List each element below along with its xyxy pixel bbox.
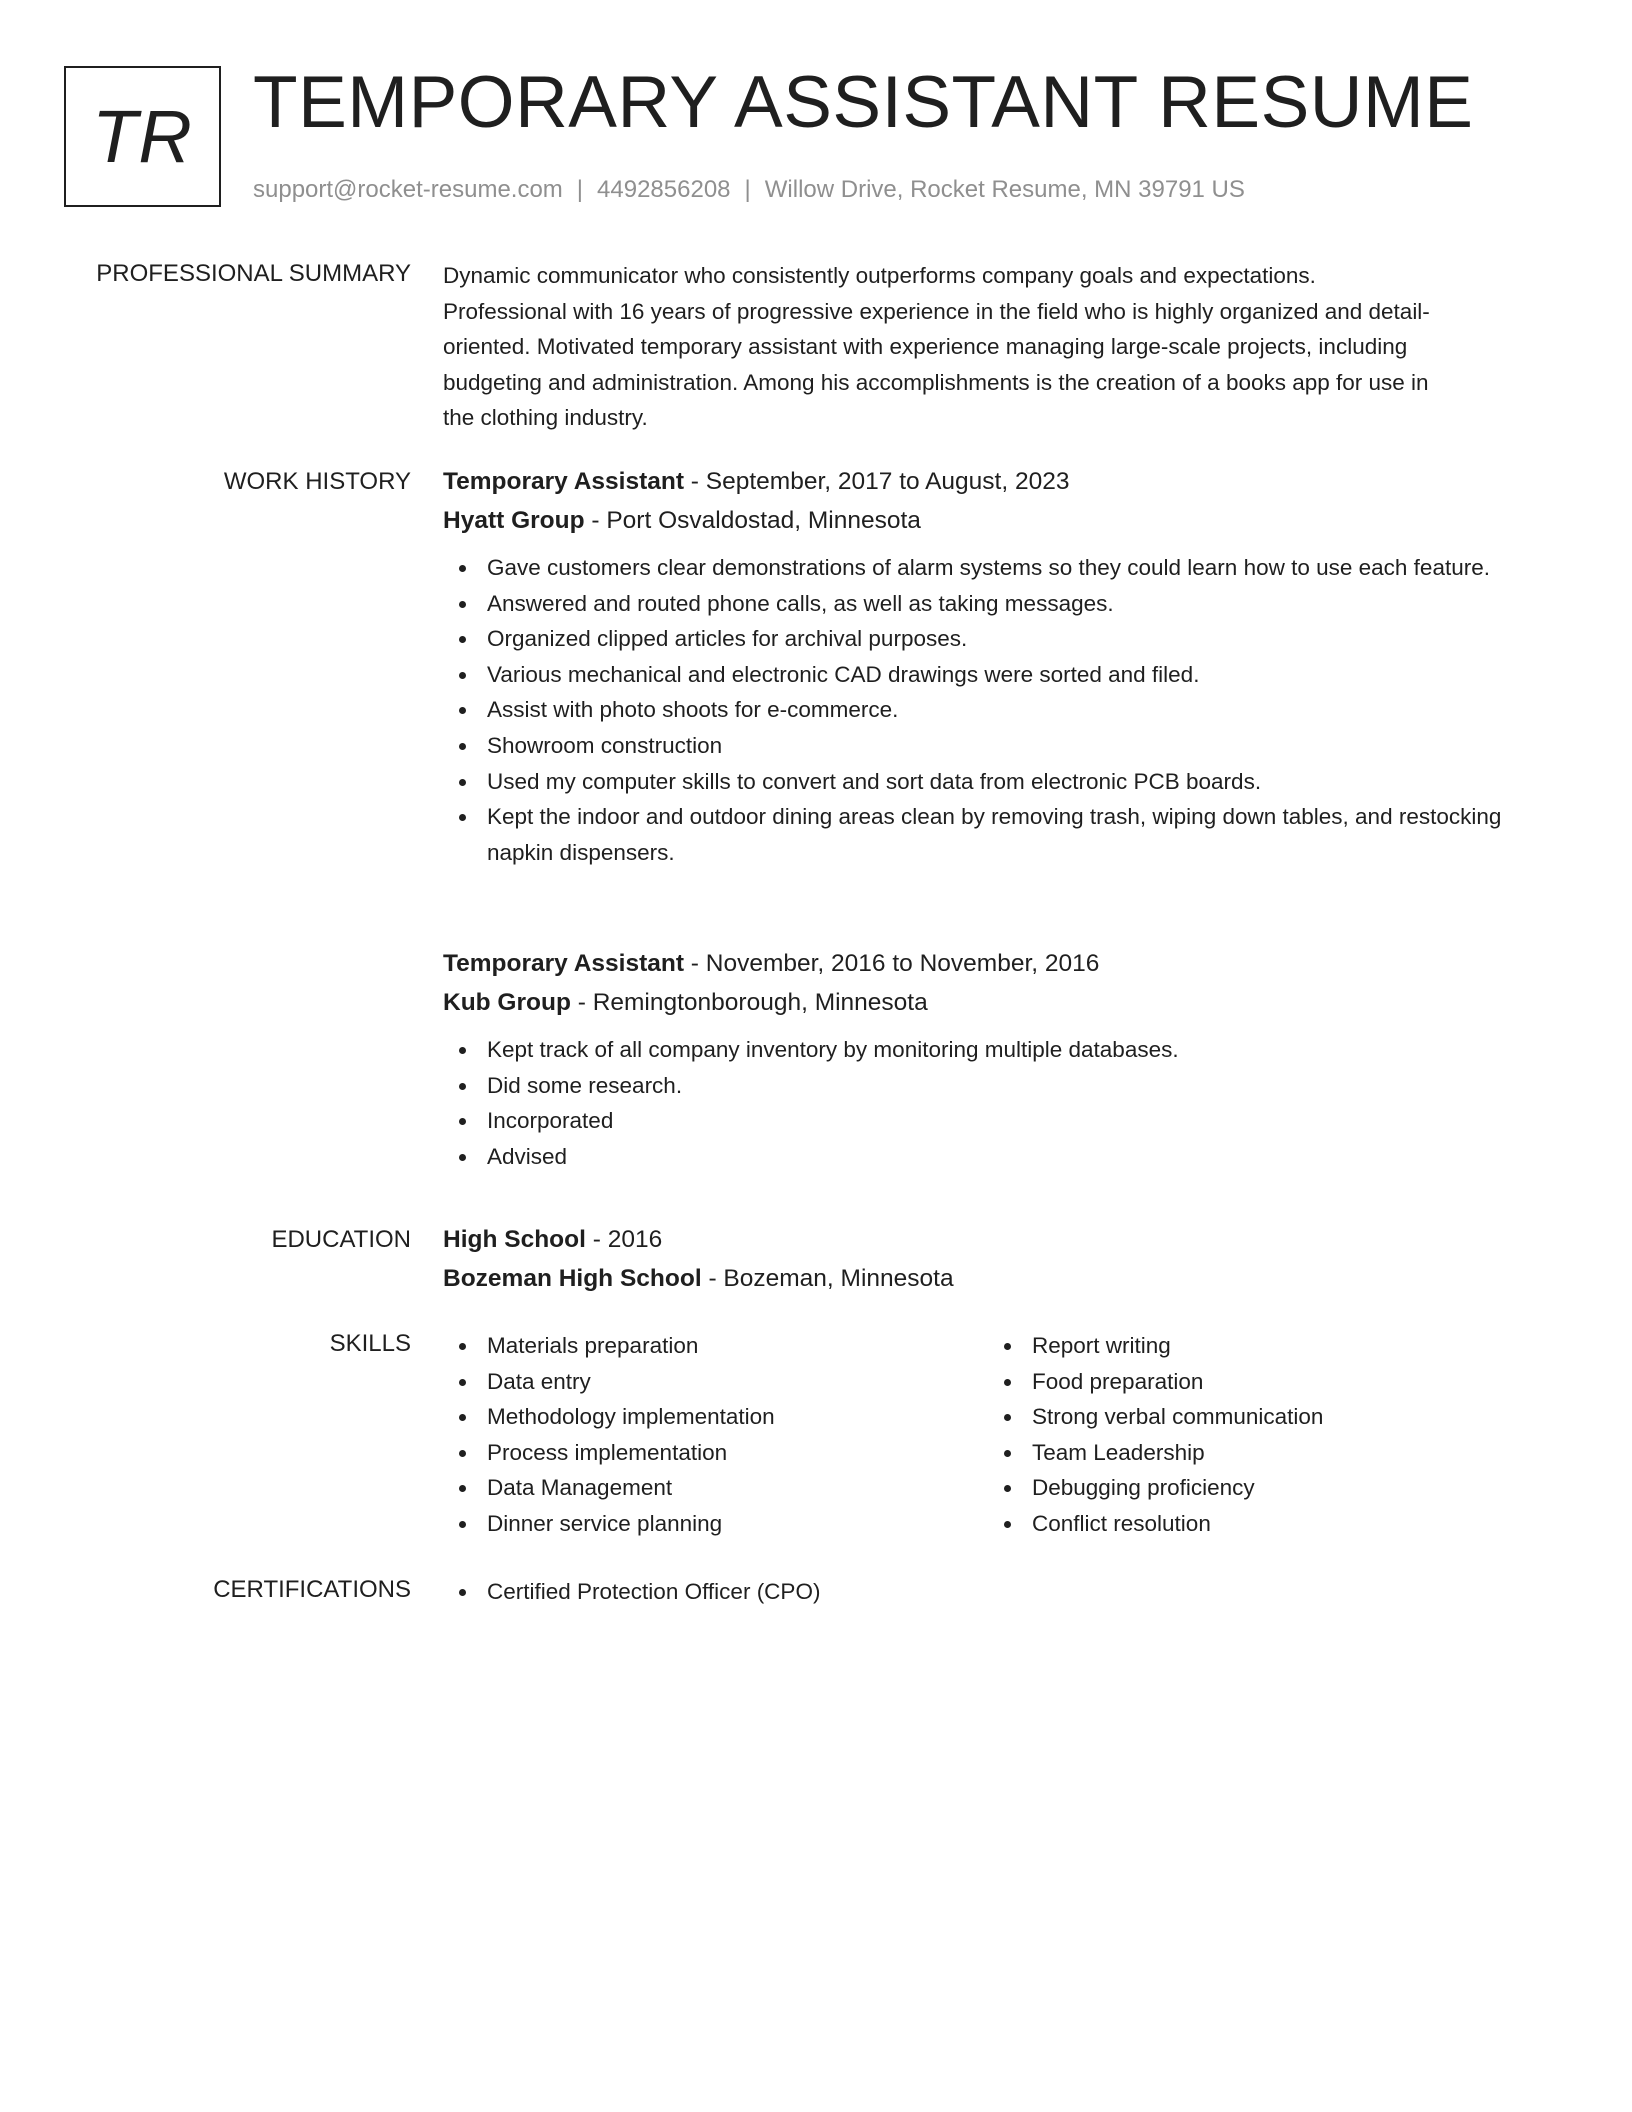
job-company: Hyatt Group	[443, 507, 585, 534]
job-duty-item: Various mechanical and electronic CAD drawings were sorted and filed.	[443, 657, 1543, 693]
skill-item: Methodology implementation	[443, 1399, 963, 1435]
job-title: Temporary Assistant	[443, 468, 684, 495]
work-history-heading: WORK HISTORY	[223, 468, 411, 495]
skill-item: Strong verbal communication	[988, 1399, 1508, 1435]
education-year: - 2016	[585, 1226, 663, 1253]
certification-item: Certified Protection Officer (CPO)	[443, 1574, 1543, 1610]
job-location: - Port Osvaldostad, Minnesota	[584, 507, 921, 534]
job-company-line	[443, 501, 1543, 540]
education-entry	[443, 1220, 1543, 1298]
skills-list-right	[988, 1328, 1508, 1542]
education-degree: High School	[443, 1226, 586, 1253]
education-degree-line	[443, 1220, 1543, 1259]
education-school-line	[443, 1259, 1543, 1298]
summary-line: Professional with 16 years of progressive experience in the field who is highly organized and detail-	[443, 298, 1430, 324]
skill-item: Report writing	[988, 1328, 1508, 1364]
education-school: Bozeman High School	[443, 1265, 702, 1292]
contact-email[interactable]: support@rocket-resume.com	[253, 176, 563, 203]
job-title-line	[443, 944, 1543, 983]
job-duty-item: Gave customers clear demonstrations of alarm systems so they could learn how to use each feature.	[443, 550, 1543, 586]
job-duties-list	[443, 550, 1543, 870]
contact-separator: |	[744, 176, 751, 203]
job-duty-item: Used my computer skills to convert and sort data from electronic PCB boards.	[443, 764, 1543, 800]
job-company-line	[443, 983, 1543, 1022]
resume-title: TEMPORARY ASSISTANT RESUME	[253, 62, 1474, 143]
skill-item: Food preparation	[988, 1364, 1508, 1400]
job-duty-item: Advised	[443, 1139, 1543, 1175]
summary-line: oriented. Motivated temporary assistant with experience managing large-scale projects, including	[443, 334, 1408, 360]
summary-line: the clothing industry.	[443, 405, 648, 431]
certifications-entry	[443, 1574, 1543, 1610]
job-duty-item: Kept the indoor and outdoor dining areas clean by removing trash, wiping down tables, and restocking napkin dispensers.	[443, 799, 1543, 870]
monogram-initials: TR	[92, 95, 193, 178]
education-heading: EDUCATION	[271, 1226, 411, 1253]
contact-phone[interactable]: 4492856208	[597, 176, 731, 203]
job-duty-item: Assist with photo shoots for e-commerce.	[443, 692, 1543, 728]
job-duty-item: Showroom construction	[443, 728, 1543, 764]
job-title-line	[443, 462, 1543, 501]
job-entry	[443, 944, 1543, 1174]
skill-item: Dinner service planning	[443, 1506, 963, 1542]
skill-item: Process implementation	[443, 1435, 963, 1471]
job-title: Temporary Assistant	[443, 950, 684, 977]
job-dates: - September, 2017 to August, 2023	[684, 468, 1070, 495]
contact-separator: |	[576, 176, 584, 203]
contact-line	[253, 174, 1245, 206]
skill-item: Data Management	[443, 1470, 963, 1506]
job-duty-item: Did some research.	[443, 1068, 1543, 1104]
skills-heading: SKILLS	[329, 1330, 411, 1357]
job-duty-item: Answered and routed phone calls, as well as taking messages.	[443, 586, 1543, 622]
monogram-badge	[64, 66, 221, 207]
job-duty-item: Organized clipped articles for archival purposes.	[443, 621, 1543, 657]
summary-line: Dynamic communicator who consistently outperforms company goals and expectations.	[443, 263, 1316, 288]
skill-item: Materials preparation	[443, 1328, 963, 1364]
skill-item: Data entry	[443, 1364, 963, 1400]
job-company: Kub Group	[443, 989, 571, 1016]
job-duty-item: Kept track of all company inventory by monitoring multiple databases.	[443, 1032, 1543, 1068]
contact-address: Willow Drive, Rocket Resume, MN 39791 US	[764, 176, 1245, 203]
certifications-list	[443, 1574, 1543, 1610]
skill-item: Team Leadership	[988, 1435, 1508, 1471]
job-entry	[443, 462, 1543, 870]
skills-list-left	[443, 1328, 963, 1542]
job-duty-item: Incorporated	[443, 1103, 1543, 1139]
summary-heading: PROFESSIONAL SUMMARY	[96, 260, 411, 287]
skill-item: Debugging proficiency	[988, 1470, 1508, 1506]
job-duties-list	[443, 1032, 1543, 1174]
skill-item: Conflict resolution	[988, 1506, 1508, 1542]
summary-line: budgeting and administration. Among his accomplishments is the creation of a books app for use in	[443, 369, 1429, 395]
summary-text	[443, 258, 1543, 436]
education-location: - Bozeman, Minnesota	[701, 1265, 954, 1292]
job-location: - Remingtonborough, Minnesota	[570, 989, 928, 1016]
certifications-heading: CERTIFICATIONS	[213, 1576, 411, 1603]
job-dates: - November, 2016 to November, 2016	[684, 950, 1100, 977]
